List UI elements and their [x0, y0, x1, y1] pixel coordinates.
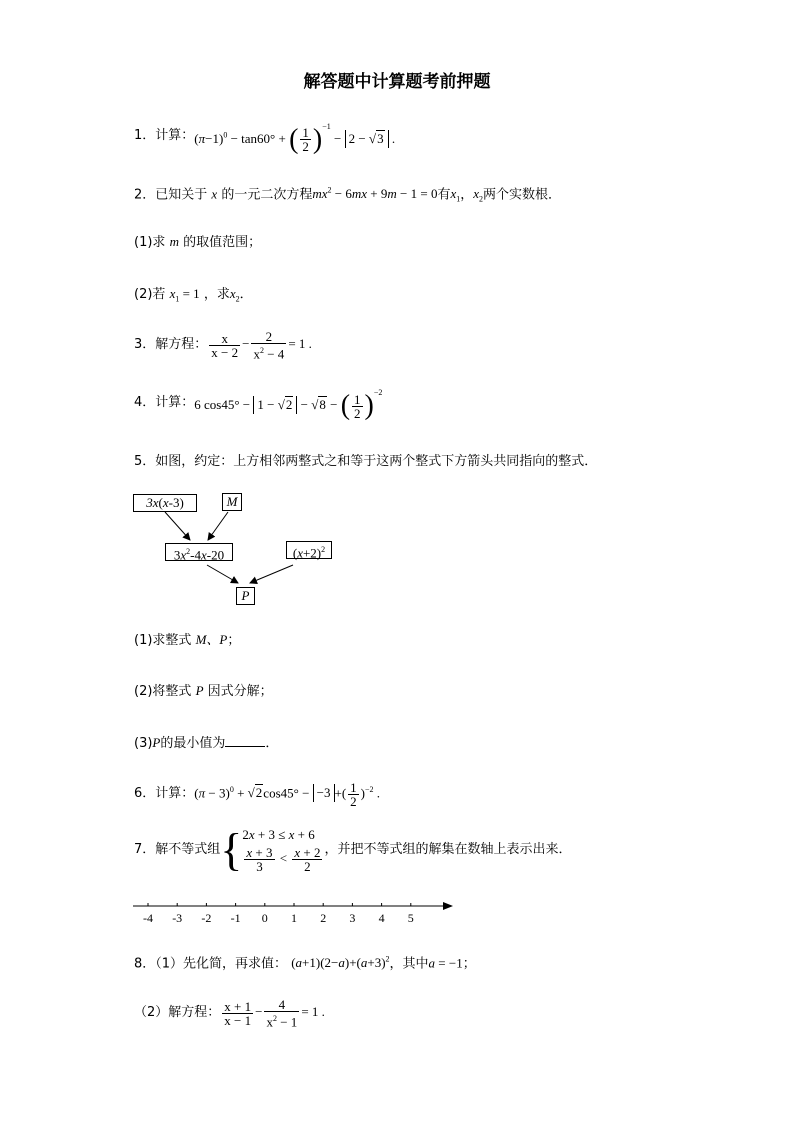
q5-sub1-text: (1)求整式 — [134, 633, 192, 648]
number-line-label: -4 — [143, 911, 153, 925]
q2-equation: $mx^2 - 6mx + 9m - 1 = 0$ — [312, 186, 438, 202]
q2-sub1-a: (1)求 — [134, 235, 166, 250]
q8-sub2-a: （2）解方程： — [134, 1005, 221, 1020]
q6-expression: $(\pi - 3)^0 + √2\cos 45^\circ - -3$ +( $\frac{1}{2}$ )$^{-2}$ . — [194, 779, 381, 809]
question-2 — [134, 183, 561, 208]
q2-text-b: 的一元二次方程 — [221, 187, 313, 203]
number-line-label: 3 — [349, 911, 356, 925]
q2-text-e: 两个实数根． — [483, 187, 562, 203]
question-1 — [134, 119, 395, 153]
q2-var-x: x — [211, 186, 218, 202]
q5-sub3-var: P — [152, 735, 161, 750]
number-line-label: 2 — [320, 911, 327, 925]
number-line-label: 4 — [378, 911, 385, 925]
number-line-label: 0 — [261, 911, 268, 925]
q2-sub2-cond: $x_1 = 1$ — [169, 286, 200, 304]
question-4 — [134, 385, 382, 421]
q8-sub1-value: a = −1 — [428, 955, 463, 971]
q8-sub1-b: ，其中 — [389, 956, 429, 972]
q2-sub1-var: m — [169, 234, 179, 249]
q5-box-p: P — [236, 587, 255, 605]
q5-sub2-b: 因式分解； — [207, 684, 273, 699]
q5-box-3x-x-3: 3x(x-3) — [133, 494, 197, 512]
question-5: 5．如图，约定：上方相邻两整式之和等于这两个整式下方箭头共同指向的整式． — [134, 454, 598, 469]
number-line-label: 5 — [407, 911, 414, 925]
q5-box-3x2-4x-20: $3x^2-4x-20$ — [165, 543, 233, 561]
number-line-label: 1 — [291, 911, 297, 925]
q5-sub1-end: ； — [227, 633, 241, 648]
q2-sub2-a: (2)若 — [134, 287, 166, 302]
q5-answer-blank[interactable] — [225, 734, 265, 747]
number-line-arrow-icon — [443, 902, 453, 910]
q2-text-d: ， — [460, 187, 474, 203]
q5-box-x-plus-2-squared: $(x+2)^2$ — [286, 541, 332, 559]
number-line-label: -3 — [172, 911, 183, 925]
q7-system: 2x + 3 ≤ x + 6 $\frac{x + 3}{3}$ < $\frac{x + 2}{2}$ — [242, 827, 321, 874]
question-3 — [134, 328, 312, 362]
q8-sub1-a: 8．（1）先化简，再求值： — [134, 956, 288, 972]
question-5-part-3 — [134, 734, 278, 752]
question-6 — [134, 777, 380, 811]
number-line-label: -1 — [230, 911, 241, 925]
q7-number-line — [125, 895, 460, 927]
question-2-part-2: (2)若 $x_1 = 1$ ，求$x_2$． — [134, 286, 253, 304]
q2-sub2-b: ，求 — [203, 287, 230, 302]
q1-prefix: 1．计算： — [134, 128, 195, 143]
q4-prefix: 4．计算： — [134, 395, 195, 410]
q5-sub2-a: (2)将整式 — [134, 684, 192, 699]
q3-prefix: 3．解方程： — [134, 337, 208, 352]
arrow-4 — [250, 565, 293, 583]
q2-sub1-b: 的取值范围； — [183, 235, 262, 250]
q4-expression: 6 cos45° − 1 − √2 − √8 − ( $\frac{1}{2}$ )$^{-2}$ — [194, 388, 383, 422]
q1-expression: $(\pi-1)^0 - \tan 60^\circ$ + ( $\frac{1}{2}$ )$^{-1}$ − 2 − √3 . — [194, 121, 396, 155]
arrow-3 — [207, 565, 238, 583]
q5-sub3-b: 的最小值为 — [160, 736, 226, 751]
q2-x2: $x_2$ — [473, 186, 484, 204]
q7-prefix: 7．解不等式组 — [134, 842, 221, 857]
question-7 — [134, 820, 571, 880]
q5-sub3-a: (3) — [134, 736, 153, 751]
q2-sub2-target: $x_2$ — [229, 286, 240, 304]
q8-sub2-equation: $\frac{x + 1}{x - 1}$ − $\frac{4}{x^2 - 1}$ = 1 . — [224, 996, 325, 1030]
question-8-part-2 — [134, 996, 325, 1030]
q7-suffix: ，并把不等式组的解集在数轴上表示出来． — [324, 842, 572, 857]
page-title: 解答题中计算题考前押题 — [303, 72, 491, 92]
q5-sub1-vars: M、P — [195, 632, 228, 647]
arrow-2 — [208, 512, 228, 540]
q2-x1: $x_1$ — [450, 186, 461, 204]
arrow-1 — [165, 512, 190, 540]
number-line-label: -2 — [201, 911, 212, 925]
q6-prefix: 6．计算： — [134, 786, 195, 801]
q2-text-a: 2．已知关于 — [134, 187, 208, 203]
q2-text-c: 有 — [437, 187, 451, 203]
q5-sub2-var: P — [195, 683, 204, 698]
question-5-part-1 — [134, 632, 240, 649]
q5-box-m: M — [222, 493, 242, 511]
q7-brace: { — [220, 824, 243, 875]
question-2-part-1 — [134, 234, 261, 251]
q5-sub3-c: ． — [265, 736, 279, 751]
q3-equation: $\frac{x}{x - 2}$ − $\frac{2}{x^2 - 4}$ = 1 . — [211, 328, 312, 362]
question-8-part-1: 8．（1）先化简，再求值： $(a+1)(2-a)+(a+3)^2$，其中a = −1； — [134, 955, 476, 972]
q8-sub1-expr: $(a+1)(2-a)+(a+3)^2$ — [291, 955, 390, 971]
question-5-part-2 — [134, 683, 273, 700]
